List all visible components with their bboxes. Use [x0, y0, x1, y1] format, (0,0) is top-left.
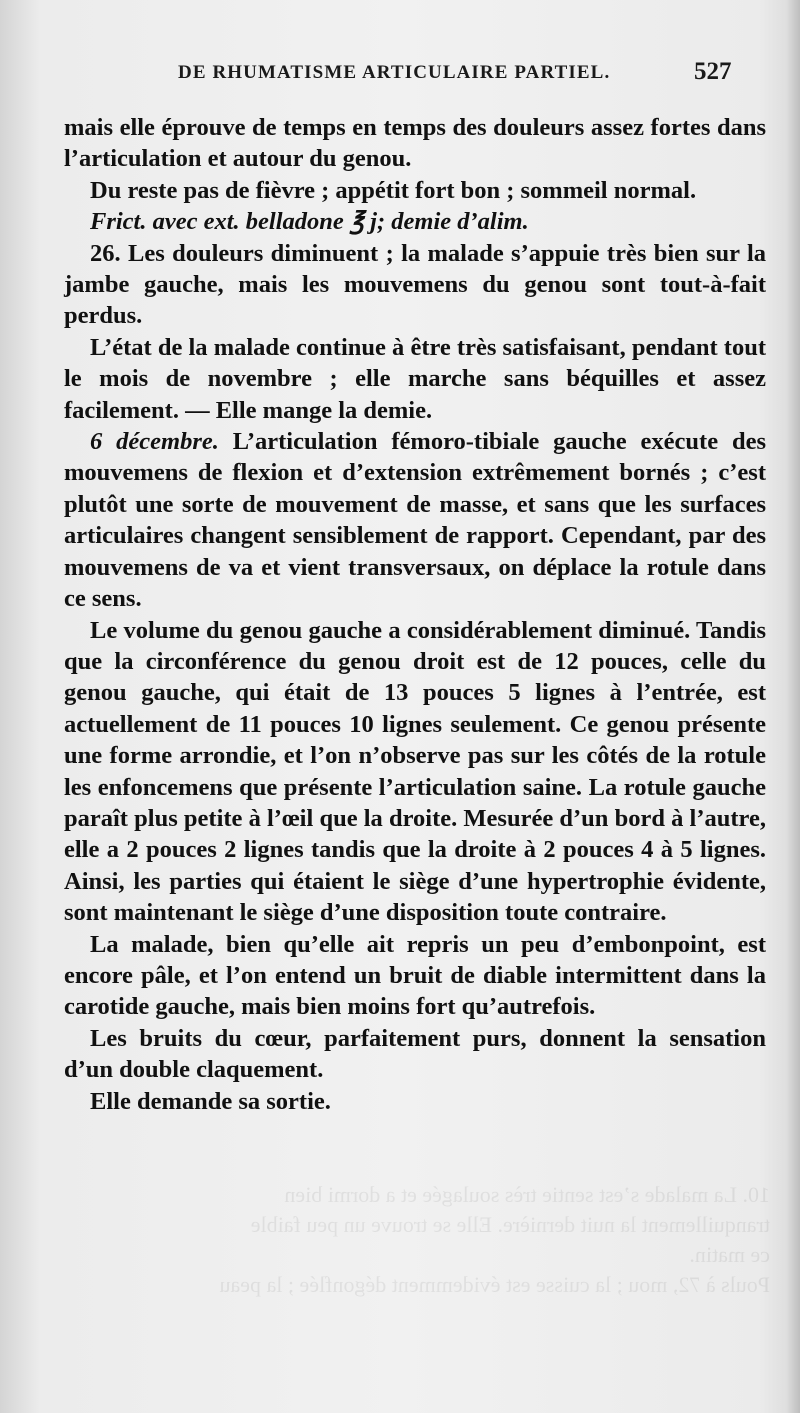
bleed-through-line: tranquillement la nuit dernière. Elle se trouve un peu faible — [250, 1212, 770, 1237]
date-label: 6 décembre. — [90, 428, 219, 456]
page-number: 527 — [694, 58, 732, 85]
bleed-through-text — [90, 1180, 770, 1300]
prescription-line — [64, 206, 766, 237]
bleed-through-line: ce matin. — [689, 1242, 770, 1267]
paragraph: mais elle éprouve de temps en temps des douleurs assez fortes dans l’articulation et autour du genou. — [64, 114, 766, 173]
paragraph-text: L’articulation fémoro-tibiale gauche exécute des mouvemens de flexion et d’extension extrêmement bornés ; c’est plutôt une sorte de mouvement de masse, et sans que les surfaces articulaires changent sensiblement de rapport. Cependant, par des mouvemens de va et vient transversaux, on déplace la rotule dans ce sens. — [64, 428, 766, 613]
body-text — [64, 112, 766, 1117]
paragraph — [64, 426, 766, 614]
page-header — [0, 58, 800, 94]
running-title: DE RHUMATISME ARTICULAIRE PARTIEL. — [178, 62, 611, 83]
bleed-through-line: Pouls à 72, mou ; la cuisse est évidemment dégonflée ; la peau — [219, 1272, 770, 1297]
paragraph: Les bruits du cœur, parfaitement purs, donnent la sensation d’un double claquement. — [64, 1024, 766, 1084]
paragraph: 26. Les douleurs diminuent ; la malade s’appuie très bien sur la jambe gauche, mais les mouvemens du genou sont tout-à-fait perdus. — [64, 239, 766, 330]
paragraph: Du reste pas de fièvre ; appétit fort bon ; sommeil normal. — [90, 176, 697, 204]
page-edge-shadow — [786, 0, 800, 1413]
paragraph: La malade, bien qu’elle ait repris un peu d’embonpoint, est encore pâle, et l’on entend un bruit de diable intermittent dans la carotide gauche, mais bien moins fort qu’autrefois. — [64, 930, 766, 1021]
paragraph: Le volume du genou gauche a considérablement diminué. Tandis que la circonférence du genou droit est de 12 pouces, celle du genou gauche, qui était de 13 pouces 5 lignes à l’entrée, est actuellement de 11 pouces 10 lignes seulement. Ce genou présente une forme arrondie, et l’on n’observe pas sur les côtés de la rotule les enfoncemens que présente l’articulation saine. La rotule gauche paraît plus petite à l’œil que la droite. Mesurée d’un bord à l’autre, elle a 2 pouces 2 lignes tandis que la droite à 2 pouces 4 à 5 lignes. Ainsi, les parties qui étaient le siège d’une hypertrophie évidente, sont maintenant le siège d’une disposition toute contraire. — [64, 616, 766, 927]
prescription-text: Frict. avec ext. belladone ℥ j; demie d’alim. — [90, 208, 529, 236]
paragraph: Elle demande sa sortie. — [90, 1087, 331, 1115]
bleed-through-line: 10. La malade s’est sentie très soulagée et a dormi bien — [284, 1182, 770, 1207]
paragraph: L’état de la malade continue à être très satisfaisant, pendant tout le mois de novembre ; elle marche sans béquilles et assez facilement. — Elle mange la demie. — [64, 333, 766, 424]
